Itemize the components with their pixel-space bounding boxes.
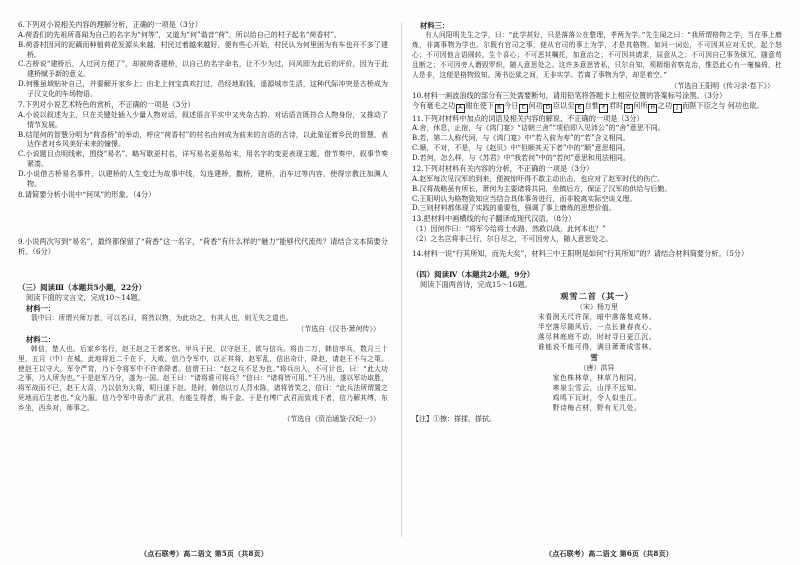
section-4-heading: （四）阅读Ⅳ（本题共2小题，9分） — [412, 269, 535, 279]
q10-answer-box: D — [543, 104, 552, 113]
poem-block — [412, 290, 782, 414]
q12-option-b: B.汉将战略虽有所长，萧何为主要诸将共同，坐镇后方，保证了汉军的供给与后勤。 — [412, 184, 672, 193]
q11-option-a: A.舍，休息，止宿，与《鸿门宴》“诘朝三舍”“项伯即入见沛公”的“舍”意思不同。 — [412, 124, 665, 133]
material-2-text: 韩信，楚人也。后家乡名行，赵王赵之王者客官。甲兵于民，以守赵王，欲与信兵。将由二万，韩信率兵，数月三十里，五月（中）在城，此地将近二千在下，大败。信乃令军中，以正其将，赵军乱，信出奇计，降赵，请赵王不与之策。使赵王以守大，军令严苛，乃下令将军中不许杀降者。信谓王曰：“赵之兵不足为也。”将兵出入，不可计也，曰：“此大功之事，乃人所为也。”于是赵军乃分，遂为一国。赵王曰：“诸将谁可将兵？”信曰：“诸将皆可用。”王乃出，遂以军功取胜，将军战而不已，赵王大喜，乃以信为大将，明日遂下赵。是时，韩信以万人背水陈，诸将皆笑之，信曰：“此兵法所谓置之死地而后生者也。”众乃服。信乃令军中毋杀广武君，有能生得者，购千金。于是有缚广武君而致戏下者，信乃解其缚，东乡坐，西乡对，师事之。 — [18, 344, 388, 413]
q10-sentence: 今有毫毛之功 A 谢在使下 B 今日 C 何功 D 臣以至 E 自惟 F 君时 G 何所 H 之功 J 而陛下臣之与 — [412, 101, 726, 112]
right-page — [412, 20, 782, 540]
poem-1-title: 观雪二首（其一） — [560, 290, 634, 301]
q7-stem: 7.下列对小说艺术特色的赏析，不正确的一项是（3分） — [18, 100, 195, 110]
left-page-footer: （点石联考）高二语文 第5页（共8页） — [140, 549, 268, 558]
q11-option-d: D.若何，怎么样，与《苏君》中“我若何”中的“若何”意思和用法相同。 — [412, 154, 630, 163]
material-3-source: （节选自王阳明《传习录·卷下》） — [670, 81, 774, 90]
poem-2-title: 雪 — [590, 353, 604, 363]
q13-stem: 13.把材料中画横线的句子翻译成现代汉语。（8分） — [412, 214, 576, 224]
q6-option-d: D.何雅虽域贴补自己，并要解开家乡上；由北上何宝真欢打过，邑经地取钱，遥源城市生活，这种代际冲突是古桥成为子汉文化的车场物语。 — [18, 80, 388, 99]
material-1-title: 材料一： — [26, 303, 56, 313]
q9-stem: 9.小说两次写到“易名”，最终都保留了“荷香”这一名字，“荷香”有什么样的“魅力”能够代代流传？请结合文本简要分析。（6分） — [18, 236, 388, 256]
q13-line-1: （1）因何作曰：“将军今给将士水路，然救以战，此何本也？” — [412, 225, 606, 234]
material-1-source: （节选自《汉书·萧何传》） — [297, 324, 380, 333]
q7-option-b: B.结尾何的智慧分明为“荷香桥”的举动，呼应“荷香村”的村名由何成为前来的言语的古诗，以此象征着乡民的智慧，表达作者对乡风美好未来的憧憬。 — [18, 130, 388, 149]
q10-line — [412, 101, 782, 113]
q10-answer-box: F — [599, 104, 608, 113]
q7-option-a: A.小说以叙述为主，只在关键处插入少量人物对话，叙述语言平实中又夹杂古韵，对话语言既符合人物身份，又推动了情节发展。 — [18, 110, 388, 129]
q10-answer-box: A — [456, 104, 465, 113]
q10-answer-box: H — [648, 104, 657, 113]
page-fold — [401, 22, 402, 537]
q6-option-b: B.荷香村因河的泥藕而种植荷花发源头来越，村民过着越来越好，便有些心开始，村民认为何里困为有车也开不多了建桥。 — [18, 40, 388, 59]
q11-stem: 11.下列对材料中加点的词语及相关内容的解说，不正确的一项是（3分） — [412, 113, 644, 123]
poem-2-line: 鸡鸣下瓦时，令人似坐江。 — [552, 394, 642, 403]
q6-stem: 6.下列对小说相关内容的理解分析，正确的一项是（3分） — [18, 20, 202, 29]
q10-stem: 10.材料一画波浪线的部分有三处需要断句，请用铅笔将答题卡上相应位置的答案标号涂黑。（3分） — [412, 90, 727, 100]
q7-option-d: D.小说借古桥易名事件，以建桥的人生变迁为故事中线，勾连建桥，撒桥，建桥，泊车过等内容，使得宗教注加渊人物。 — [18, 170, 388, 189]
material-1-text: 箭中曰：所谓兴师万者，可以名曰，将然以物，为此功之，有其人也，则无失之道也。 — [31, 313, 293, 322]
right-page-footer: （点石联考）高二语文 第6页（共8页） — [545, 549, 673, 558]
q11-option-c: C.顺，不对，不是，与《赵贝》中“但顺其天下者”中的“顺”意思相同。 — [412, 144, 630, 153]
poem-1-author: （宋）杨万里 — [576, 302, 618, 311]
q12-option-d: D.三则材料都体现了实践的重要性，强调了事上磨炼的思想价值。 — [412, 204, 616, 213]
q11-option-b: B.若，第二人称代词，与《鸿门宴》中“若入前为寿”的“若”含义相同。 — [412, 134, 630, 143]
poem-1-line: 半空落尽随风后，一点长兼春夜心。 — [537, 322, 657, 331]
material-2-title: 材料二： — [26, 334, 56, 344]
poem-note: 【注】①擦：搽揉，搽拭。 — [412, 414, 496, 423]
poem-2-line: 寒泉尘雪云，山浮不远知。 — [552, 384, 642, 393]
section-3-heading: （三）阅读Ⅲ（本题共5小题，22分） — [18, 282, 146, 292]
poem-2-author: （唐）洪异 — [579, 364, 615, 373]
section-4-lead: 阅读下面两首诗，完成15～16题。 — [420, 279, 532, 289]
q12-stem: 12.下列对材料有关内容的分析，不正确的一项是（3分） — [412, 164, 594, 174]
material-3-title: 材料三： — [420, 21, 450, 30]
poem-1-line: 谁能说不能可得，满目萧萧成雪林。 — [537, 343, 657, 352]
material-2-source: （节选自《资治通鉴·汉纪一》） — [283, 415, 380, 424]
q7-option-c: C.小说题目点明线索，围绕“易名”、略写歇更村名，详写易名更易始末，用名字的变更表现主题，借节奏中，叙事节奏紧凑。 — [18, 150, 388, 169]
q10-answer-box: E — [575, 104, 584, 113]
q6-option-c: C.古桥说“建桥后，人过河方便了”，却被荷香建桥，以自己的名字命名，让不少为过，问风即为此后的评价，因为于此建桥赋予新的意义。 — [18, 60, 388, 79]
q14-answer-space — [412, 260, 782, 269]
poem-1-line: 落尽林庭庭不动，时时寻日更江沉。 — [537, 333, 657, 341]
q14-stem: 14.材料一说“行其所知，而先大矣”，材料三中王阳明是如何“行其所知”的？请结合材料简要分析。（5分） — [412, 248, 749, 258]
q6-option-a: A.荷香们的先祖所喜闻为自己的名字为“何等”，又道为“何”谐音“荷”，所以给自己的村子起名“荷香村”。 — [18, 30, 341, 39]
poem-2-line: 家色株林草，林草乃相同。 — [552, 374, 642, 383]
q10-answer-box: B — [495, 104, 504, 113]
q13-line-2: （2）之名岂将非己行，尔日尽之，不可因旁人，随人意思处之。 — [412, 235, 613, 243]
q8-stem: 8.请简要分析小说中“何凤”的形象。（4分） — [18, 190, 156, 199]
q9-answer-space — [18, 258, 388, 282]
q10-answer-box: C — [519, 104, 528, 113]
q10-tail: 何功也欲。 — [727, 101, 764, 111]
q10-answer-box: G — [624, 104, 633, 113]
poem-1-line: 末看润天尺许深，暗中落落复成林。 — [537, 312, 657, 321]
q12-option-c: C.王阳明认为格物致知应当结合具体事务进行，而非脱离实际空谈义理。 — [412, 194, 637, 203]
q10-answer-box: J — [673, 104, 682, 113]
material-3-text: 有人问阳明先生之学，曰：“此学甚好，只是落落公在整理，孝两为学。”先生闻之曰：“我所谓格物之学，当在事上磨炼，非离事物为学也。尔既有官司之事，便从官司的事上为学，才是真格物。如问一词讼，不可因其应对无状，起个怒心；不可因他言语圆转，生个喜心；不可恶其嘱托，加意治之；不可因其请求，屈意从之；不可因自己事务烦冗，随意苟且断之；不可因旁人谮毁罗织，随人意思处之。这许多意思皆私，只尔自知，须精细省察克治，惟恐此心有一毫偏倚，杜人是非，这便是格物致知。簿书讼狱之间，无非实学。若离了事物为学，却是着空。” — [412, 31, 782, 79]
section-3-lead: 阅读下面的文言文，完成10～14题。 — [26, 292, 145, 302]
poem-2-line: 野诗梅占材，野有无几处。 — [552, 404, 642, 413]
q8-answer-space — [18, 201, 388, 237]
left-page — [18, 20, 388, 540]
q12-option-a: A.赵军每次见汉军的到来，便被惊吓得不敢主动出击，也应对了赵军时代的伤亡。 — [412, 174, 665, 183]
